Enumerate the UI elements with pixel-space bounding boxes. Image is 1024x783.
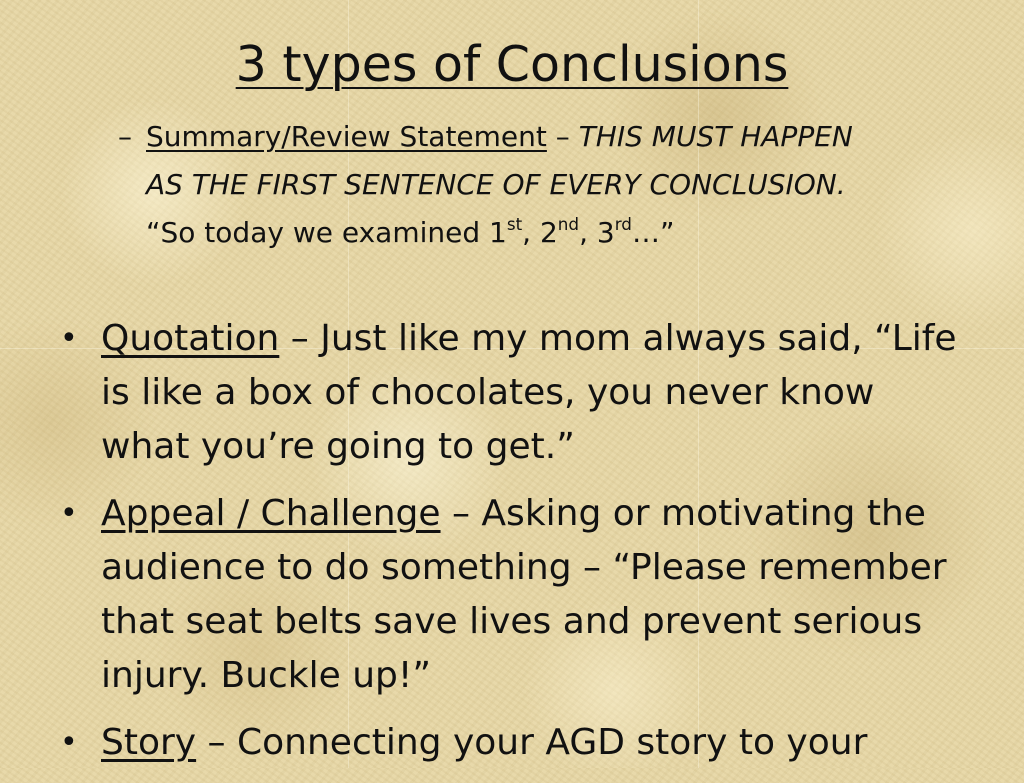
slide-title-text: 3 types of Conclusions	[235, 36, 789, 93]
summary-label: Summary/Review Statement	[146, 120, 547, 153]
summary-quote-mid: , 2	[522, 216, 558, 249]
ordinal-suffix: nd	[557, 214, 580, 234]
summary-emphasis: THIS MUST HAPPEN AS THE FIRST SENTENCE OF EVERY CONCLUSION.	[146, 120, 853, 201]
summary-sub-bullet	[118, 113, 878, 257]
bullet-text: – Connecting your AGD story to your	[196, 722, 868, 763]
summary-quote-mid: , 3	[579, 216, 615, 249]
bullet-text: – Just like my mom always said, “Life is like a box of chocolates, you never know what you’re going to get.”	[101, 318, 957, 467]
bullet-label: Quotation	[101, 318, 280, 359]
bullet-text: – Asking or motivating the audience to do something – “Please remember that seat belts save lives and prevent serious injury. Buckle up!”	[101, 493, 947, 696]
ordinal-suffix: st	[506, 214, 523, 234]
bullet-label: Appeal / Challenge	[101, 493, 441, 534]
bullet-label: Story	[101, 722, 197, 763]
bullet-icon: •	[60, 496, 78, 531]
summary-separator: –	[546, 120, 579, 153]
list-item	[60, 487, 960, 703]
conclusion-types-list	[60, 312, 960, 783]
list-item	[60, 716, 960, 770]
summary-quote-close: …”	[631, 216, 675, 249]
sub-bullet-dash: –	[118, 120, 132, 153]
summary-quote-open: “So today we examined 1	[146, 216, 507, 249]
sub-bullet-text	[146, 113, 878, 257]
bullet-icon: •	[60, 321, 78, 356]
slide-title	[0, 34, 1024, 96]
ordinal-suffix: rd	[614, 214, 632, 234]
bullet-icon: •	[60, 725, 78, 760]
list-item	[60, 312, 960, 474]
